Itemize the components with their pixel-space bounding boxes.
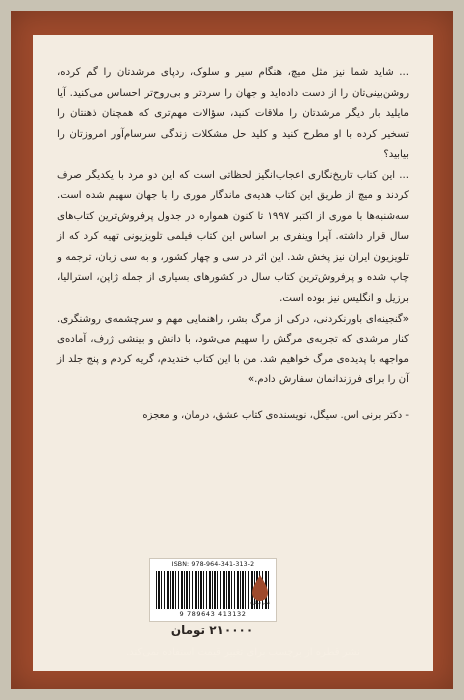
price-note: نشر قطره از برچسب برای تغییر قیمت استفاده نمی‌کند. (126, 647, 360, 658)
quote-attribution: - دکتر برنی اس. سیگل، نویسنده‌ی کتاب عشق، درمان، و معجزه (142, 410, 409, 421)
barcode-number: 9 789643 413132 (179, 610, 247, 618)
isbn-text: ISBN: 978-964-341-313-2 (171, 561, 255, 568)
price-label: ۲۱۰۰۰۰ تومان (170, 623, 254, 637)
description-block (57, 63, 409, 309)
publisher-drop-icon (249, 573, 271, 607)
book-back-cover (11, 11, 453, 689)
quote-text: «گنجینه‌ای باورنکردنی، درکی از مرگ بشر، راهنمایی مهم و سرچشمه‌ی روشنگری. کنار مرشدی که تجربه‌ی مرگش را سهیم می‌شود، با دانش و بینشی ژرف، آماده‌ی مواجهه با پدیده‌ی مرگ خواهیم شد. من با این کتاب خندیدم، گریه کردم و پنج جلد از آن را برای فرزندانمان سفارش دادم.» (57, 314, 409, 385)
publisher-logo (249, 573, 271, 607)
publisher-logo-text: نشر قطره (250, 601, 270, 606)
endorsement-quote (57, 310, 409, 390)
paragraph-2: ... این کتاب تاریخ‌نگاری اعجاب‌انگیز لحظاتی است که این دو مرد با یکدیگر صرف کردند و میچ از طریق این کتاب هدیه‌ی ماندگار موری را با جهان سهیم شده است. سه‌شنبه‌ها با موری از اکتبر ۱۹۹۷ تا کنون همواره در جدول پرفروش‌ترین کتاب‌های سال قرار داشته. آپرا وینفری بر اساس این کتاب فیلمی تلویزیونی تهیه کرد که از تلویزیون ایران نیز پخش شد. این اثر در سی و چهار کشور، و به سی زبان، ترجمه و چاپ شده و پرفروش‌ترین کتاب سال در کشورهای بسیاری از جمله ژاپن، استرالیا، برزیل و انگلیس نیز بوده است. (57, 169, 409, 304)
paragraph-1: ... شاید شما نیز مثل میچ، هنگام سیر و سلوک، ردپای مرشدتان را گم کرده، روشن‌بینی‌تان را از دست داده‌اید و جهان را سردتر و بی‌روح‌تر احساس می‌کنید. آیا مایلید بار دیگر مرشدتان را ملاقات کنید، سؤالات مهم‌تری که همچنان ذهنتان را تسخیر کرده با او مطرح کنید و کلید حل مشکلات زندگی سرسام‌آور امروزتان را بیابید؟ (57, 67, 409, 160)
